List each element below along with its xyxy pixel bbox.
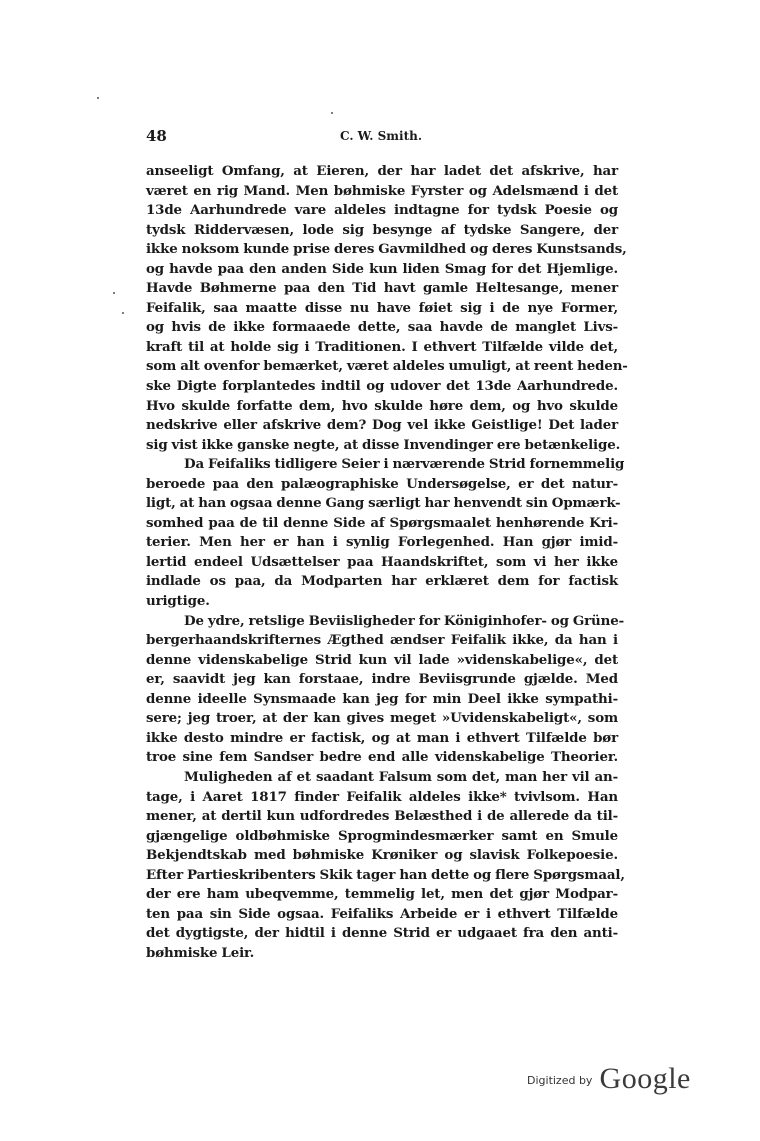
paragraph-end-line: bøhmiske Leir. [146, 944, 255, 961]
text-line: og hvis de ikke formaaede dette, saa havde de manglet Livs- [146, 319, 618, 336]
text-line: mener, at dertil kun udfordredes Belæsthed i de allerede da til- [146, 808, 618, 825]
paragraph-end-line: urigtige. [146, 593, 210, 610]
page-number: 48 [146, 127, 167, 145]
text-line: terier. Men her er han i synlig Forlegenhed. Han gjør imid- [146, 534, 618, 551]
text-line: sere; jeg troer, at der kan gives meget »Uvidenskabeligt«, som [146, 710, 618, 727]
text-line: troe sine fem Sandser bedre end alle videnskabelige Theorier. [146, 749, 618, 766]
text-line: ikke noksom kunde prise deres Gavmildhed og deres Kunstsands, [146, 241, 627, 258]
text-line: ikke desto mindre er factisk, og at man i ethvert Tilfælde bør [146, 729, 618, 746]
text-line: Hvo skulde forfatte dem, hvo skulde høre dem, og hvo skulde [146, 397, 618, 414]
digitized-by-google-watermark [527, 1062, 691, 1096]
text-line: kraft til at holde sig i Traditionen. I ethvert Tilfælde vilde det, [146, 338, 618, 355]
body-text [146, 162, 628, 963]
text-line: der ere ham ubeqvemme, temmelig let, men det gjør Modpar- [146, 886, 618, 903]
text-line: Bekjendtskab med bøhmiske Krøniker og slavisk Folkepoesie. [146, 847, 618, 864]
google-logo: Google [599, 1062, 691, 1095]
text-line: bergerhaandskrifternes Ægthed ændser Feifalik ikke, da han i [146, 632, 618, 649]
scan-speck [113, 292, 115, 294]
scan-speck [122, 312, 124, 314]
paragraph-start-line: Da Feifaliks tidligere Seier i nærværende Strid fornemmelig [184, 456, 625, 473]
text-line: ligt, at han ogsaa denne Gang særligt har henvendt sin Opmærk- [146, 495, 621, 512]
text-line: Feifalik, saa maatte disse nu have føiet sig i de nye Former, [146, 299, 618, 316]
scan-speck [97, 97, 99, 99]
text-line: Efter Partieskribenters Skik tager han dette og flere Spørgsmaal, [146, 866, 625, 883]
paragraph-start-line: De ydre, retslige Beviisligheder for Königinhofer- og Grüne- [184, 612, 624, 629]
text-line: 13de Aarhundrede vare aldeles indtagne for tydsk Poesie og [146, 202, 618, 219]
text-line: er, saavidt jeg kan forstaae, indre Beviisgrunde gjælde. Med [146, 671, 618, 688]
text-line: denne ideelle Synsmaade kan jeg for min Deel ikke sympathi- [146, 690, 618, 707]
text-line: det dygtigste, der hidtil i denne Strid er udgaaet fra den anti- [146, 925, 618, 942]
scan-speck [331, 112, 333, 114]
text-line: indlade os paa, da Modparten har erklæret dem for factisk [146, 573, 618, 590]
text-line: tage, i Aaret 1817 finder Feifalik aldeles ikke* tvivlsom. Han [146, 788, 618, 805]
text-line: somhed paa de til denne Side af Spørgsmaalet henhørende Kri- [146, 514, 618, 531]
text-line: ske Digte forplantedes indtil og udover det 13de Aarhundrede. [146, 378, 618, 395]
text-line: gjængelige oldbøhmiske Sprogmindesmærker samt en Smule [146, 827, 618, 844]
text-line: denne videnskabelige Strid kun vil lade »videnskabelige«, det [146, 651, 618, 668]
text-line: anseeligt Omfang, at Eieren, der har ladet det afskrive, har [146, 163, 618, 179]
paragraph-start-line: Muligheden af et saadant Falsum som det, man her vil an- [184, 768, 618, 785]
text-line: ten paa sin Side ogsaa. Feifaliks Arbeide er i ethvert Tilfælde [146, 905, 618, 922]
text-line: nedskrive eller afskrive dem? Dog vel ikke Geistlige! Det lader [146, 417, 618, 434]
text-line: sig vist ikke ganske negte, at disse Invendinger ere betænkelige. [146, 436, 621, 453]
page-header [146, 127, 616, 149]
text-line: været en rig Mand. Men bøhmiske Fyrster og Adelsmænd i det [146, 182, 618, 199]
text-line: som alt ovenfor bemærket, været aldeles umuligt, at reent heden- [146, 358, 628, 375]
running-title: C. W. Smith. [339, 129, 423, 143]
text-line: beroede paa den palæographiske Undersøgelse, er det natur- [146, 475, 618, 492]
watermark-prefix: Digitized by [527, 1074, 593, 1087]
text-line: tydsk Riddervæsen, lode sig besynge af tydske Sangere, der [146, 221, 618, 238]
text-line: lertid endeel Udsættelser paa Haandskriftet, som vi her ikke [146, 553, 618, 570]
text-line: og havde paa den anden Side kun liden Smag for det Hjemlige. [146, 260, 618, 277]
text-line: Havde Bøhmerne paa den Tid havt gamle Heltesange, mener [146, 280, 618, 297]
